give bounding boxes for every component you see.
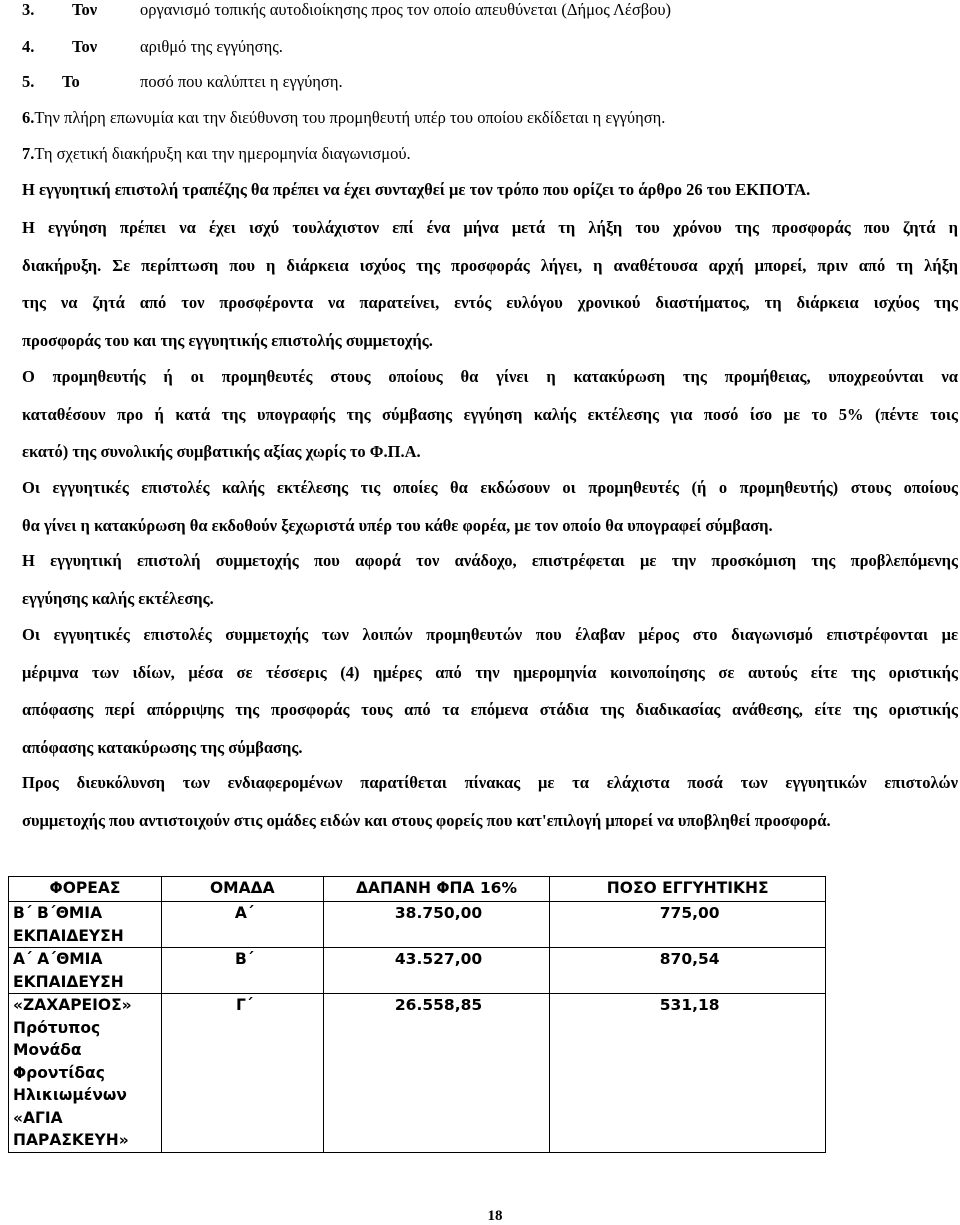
list-item-number: 6. (22, 108, 35, 127)
paragraph-line: απόφασης κατακύρωσης της σύμβασης. (22, 737, 303, 757)
cell-foreas-line: Ηλικιωμένων (13, 1086, 127, 1104)
paragraph-line: Οι εγγυητικές επιστολές καλής εκτέλεσης τις οποίες θα εκδώσουν οι προμηθευτές (ή ο προμηθευτής) στους οποίους (22, 478, 958, 497)
cell-foreas-line: Μονάδα (13, 1041, 82, 1059)
table-row (9, 948, 826, 994)
cell-foreas-line: Φροντίδας (13, 1063, 105, 1082)
table-header-row (9, 877, 826, 902)
table-row (9, 994, 826, 1153)
paragraph-line: Οι εγγυητικές επιστολές συμμετοχής των λοιπών προμηθευτών που έλαβαν μέρος στο διαγωνισμό επιστρέφονται με (22, 625, 958, 644)
list-item-number: 7. (22, 144, 35, 163)
paragraph-line: Η εγγυητική επιστολή τραπέζης θα πρέπει να έχει συνταχθεί με τον τρόπο που ορίζει το άρθρο 26 του ΕΚΠΟΤΑ. (22, 180, 811, 199)
cell-foreas-line: Β΄ Β΄ΘΜΙΑ (13, 904, 103, 922)
paragraph-line: Η εγγύηση πρέπει να έχει ισχύ τουλάχιστον επί ένα μήνα μετά τη λήξη του χρόνου της προσφοράς που ζητά η (22, 218, 958, 237)
cell-foreas (9, 948, 162, 994)
column-header-dapani: ΔΑΠΑΝΗ ΦΠΑ 16% (323, 877, 550, 902)
cell-foreas-line: Α΄ Α΄ΘΜΙΑ (13, 950, 103, 968)
cell-foreas-line: ΕΚΠΑΙΔΕΥΣΗ (13, 972, 124, 991)
cell-foreas-line: Πρότυπος (13, 1018, 101, 1037)
column-header-foreas: ΦΟΡΕΑΣ (9, 877, 162, 902)
column-header-poso: ΠΟΣΟ ΕΓΓΥΗΤΙΚΗΣ (550, 877, 826, 902)
paragraph-line: συμμετοχής που αντιστοιχούν στις ομάδες ειδών και στους φορείς που κατ'επιλογή μπορεί να υποβληθεί προσφορά. (22, 810, 831, 830)
cell-dapani: 26.558,85 (323, 994, 550, 1153)
list-item (22, 144, 411, 164)
paragraph-line: εκατό) της συνολικής συμβατικής αξίας χωρίς το Φ.Π.Α. (22, 442, 421, 461)
cell-dapani: 43.527,00 (323, 948, 550, 994)
paragraph-table-intro (22, 773, 958, 848)
list-item-article: Τον (72, 0, 98, 19)
list-item (22, 0, 671, 20)
list-item (22, 37, 283, 57)
paragraph-other-bidders-return (22, 625, 958, 775)
list-item-number: 4. (22, 37, 35, 56)
paragraph-separate-guarantees (22, 478, 958, 553)
paragraph-contractor-return (22, 551, 958, 626)
paragraph-line: Η εγγυητική επιστολή συμμετοχής που αφορά τον ανάδοχο, επιστρέφεται με την προσκόμιση της προβλεπόμενης (22, 551, 958, 570)
cell-foreas (9, 902, 162, 948)
list-item-text: ποσό που καλύπτει η εγγύηση. (140, 72, 343, 91)
paragraph-performance-guarantee (22, 367, 958, 480)
paragraph-line: διακήρυξη. Σε περίπτωση που η διάρκεια ισχύος της προσφοράς λήγει, η αναθέτουσα αρχή μπορεί, πριν από τη λήξη (22, 255, 958, 275)
paragraph-line: προσφοράς του και της εγγυητικής επιστολής συμμετοχής. (22, 330, 433, 350)
paragraph-line: απόφασης περί απόρριψης της προσφοράς τους από τα επόμενα στάδια της διαδικασίας ανάθεσης, είτε της οριστικής (22, 700, 958, 719)
cell-omada: Β΄ (161, 948, 323, 994)
list-item (22, 72, 343, 92)
cell-poso: 870,54 (550, 948, 826, 994)
cell-foreas-line: ΠΑΡΑΣΚΕΥΗ» (13, 1131, 129, 1149)
paragraph-guarantee-validity (22, 218, 958, 368)
cell-foreas (9, 994, 162, 1153)
cell-omada: Α΄ (161, 902, 323, 948)
table-row (9, 902, 826, 948)
guarantee-table (8, 876, 826, 1153)
paragraph-line: μέριμνα των ιδίων, μέσα σε τέσσερις (4) ημέρες από την ημερομηνία κοινοποίησης σε αυτούς είτε της οριστικής (22, 662, 958, 682)
paragraph-bank-guarantee-format (22, 180, 958, 218)
column-header-omada: ΟΜΑΔΑ (161, 877, 323, 902)
paragraph-line: της να ζητά από τον προσφέροντα να παρατείνει, εντός ευλόγου χρονικού διαστήματος, τη διάρκεια ισχύος της (22, 293, 958, 312)
list-item (22, 108, 665, 128)
paragraph-line: θα γίνει η κατακύρωση θα εκδοθούν ξεχωριστά υπέρ του κάθε φορέα, με τον οποίο θα υπογραφεί σύμβαση. (22, 515, 773, 535)
page-number: 18 (487, 1208, 503, 1224)
cell-foreas-line: «ΑΓΙΑ (13, 1108, 63, 1127)
cell-foreas-line: «ΖΑΧΑΡΕΙΟΣ» (13, 996, 132, 1014)
list-item-text: αριθμό της εγγύησης. (140, 37, 283, 56)
cell-dapani: 38.750,00 (323, 902, 550, 948)
paragraph-line: εγγύησης καλής εκτέλεσης. (22, 588, 214, 608)
cell-poso: 775,00 (550, 902, 826, 948)
list-item-article: Τον (72, 37, 98, 56)
cell-omada: Γ΄ (161, 994, 323, 1153)
paragraph-line: Ο προμηθευτής ή οι προμηθευτές στους οποίους θα γίνει η κατακύρωση της προμήθειας, υποχρεούνται να (22, 367, 958, 386)
paragraph-line: Προς διευκόλυνση των ενδιαφερομένων παρατίθεται πίνακας με τα ελάχιστα ποσά των εγγυητικών επιστολών (22, 773, 958, 792)
list-item-text: οργανισμό τοπικής αυτοδιοίκησης προς τον οποίο απευθύνεται (Δήμος Λέσβου) (140, 0, 672, 19)
list-item-article: Το (62, 72, 80, 91)
cell-poso: 531,18 (550, 994, 826, 1153)
list-item-number: 5. (22, 72, 35, 91)
list-item-number: 3. (22, 0, 35, 19)
list-item-text: Την πλήρη επωνυμία και την διεύθυνση του προμηθευτή υπέρ του οποίου εκδίδεται η εγγύηση. (34, 108, 666, 127)
list-item-text: Τη σχετική διακήρυξη και την ημερομηνία διαγωνισμού. (34, 144, 411, 163)
paragraph-line: καταθέσουν προ ή κατά της υπογραφής της σύμβασης εγγύηση καλής εκτέλεσης για ποσό ίσο με το 5% (πέντε τοις (22, 404, 958, 424)
cell-foreas-line: ΕΚΠΑΙΔΕΥΣΗ (13, 926, 124, 945)
